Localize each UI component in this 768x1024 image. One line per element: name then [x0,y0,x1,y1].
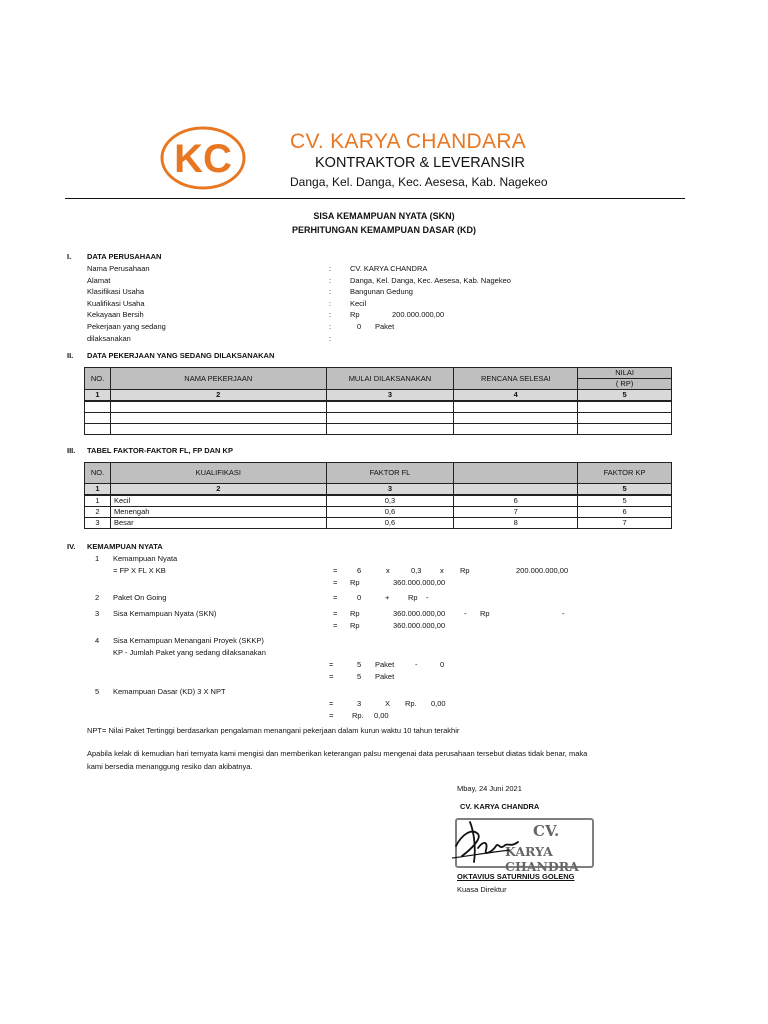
section-3-title: TABEL FAKTOR-FAKTOR FL, FP DAN KP [87,446,233,455]
field-value: Bangunan Gedung [350,287,413,296]
field-label: Nama Perusahaan [87,264,150,273]
field-colon: : [329,287,332,296]
equals: = [333,566,338,575]
table-row [85,495,672,507]
col-header-faktor-kp: FAKTOR KP [578,463,672,484]
field-value: Danga, Kel. Danga, Kec. Aesesa, Kab. Nagekeo [350,276,511,285]
statement-line-1: Apabila kelak di kemudian hari ternyata kami mengisi dan memberikan keterangan palsu mengenai data perusahaan tersebut diatas tidak benar, maka [87,749,588,758]
field-value: Rp [350,310,360,319]
col-number: 1 [85,484,111,496]
cell-faktor-fl: 0,6 [326,507,454,518]
field-colon: : [329,264,332,273]
col-header-no: NO. [85,463,111,484]
equals: = [333,578,338,587]
value: 5 [357,672,362,681]
col-number [454,484,578,496]
field-colon: : [329,310,332,319]
operator: X [385,699,391,708]
stamp-text-cv: CV. [533,822,560,840]
unit: Paket [375,660,395,669]
cell-faktor-fl: 0,3 [326,495,454,507]
value: 5 [357,660,362,669]
field-value-amount: 200.000.000,00 [392,310,445,319]
operator: + [385,593,390,602]
field-label: dilaksanakan [87,334,131,343]
col-header-rencana-selesai: RENCANA SELESAI [454,368,578,390]
value: 0,00 [431,699,446,708]
equals: = [329,711,334,720]
field-value: 0 [357,322,362,331]
section-4-title: KEMAMPUAN NYATA [87,542,163,551]
value: 0 [357,593,362,602]
signer-role: Kuasa Direktur [457,885,507,894]
section-1-number: I. [67,252,72,261]
value: 360.000.000,00 [393,609,446,618]
operator: - [464,609,467,618]
item-label: Kemampuan Nyata [113,554,178,563]
value: 3 [357,699,362,708]
table-row [85,507,672,518]
value: - [426,593,429,602]
unit: Paket [375,672,395,681]
equals: = [333,609,338,618]
col-header-faktor-fl: FAKTOR FL [326,463,454,484]
equals: = [329,672,334,681]
section-3-number: III. [67,446,76,455]
operator: - [415,660,418,669]
field-colon: : [329,322,332,331]
field-label: Alamat [87,276,111,285]
col-number: 3 [326,484,454,496]
item-label: Sisa Kemampuan Menangani Proyek (SKKP) [113,636,264,645]
section-2-title: DATA PEKERJAAN YANG SEDANG DILAKSANAKAN [87,351,275,360]
table-row [85,518,672,529]
currency: Rp [350,609,360,618]
item-number: 2 [95,593,100,602]
col-number: 2 [110,390,326,402]
col-number: 5 [578,390,672,402]
cell-faktor-kp: 5 [578,495,672,507]
statement-line-2: kami bersedia menanggung resiko dan akibatnya. [87,762,253,771]
col-header-blank [454,463,578,484]
value: 200.000.000,00 [516,566,569,575]
operator: x [386,566,390,575]
col-header-mulai: MULAI DILAKSANAKAN [326,368,454,390]
cell-faktor-fl: 0,6 [326,518,454,529]
cell-kualifikasi: Kecil [110,495,326,507]
currency: Rp [408,593,418,602]
cell-no: 3 [85,518,111,529]
currency: Rp [480,609,490,618]
table-row [85,413,672,424]
field-label: Pekerjaan yang sedang [87,322,166,331]
cell-no: 2 [85,507,111,518]
cell-faktor-kp: 6 [578,507,672,518]
ongoing-work-table [84,367,672,435]
item-number: 1 [95,554,100,563]
value: 360.000.000,00 [393,621,446,630]
operator: x [440,566,444,575]
company-address: Danga, Kel. Danga, Kec. Aesesa, Kab. Nagekeo [290,175,548,189]
logo-text: KC [174,137,232,181]
value: - [562,609,565,618]
field-colon: : [329,299,332,308]
item-label: Sisa Kemampuan Nyata (SKN) [113,609,217,618]
npt-note: NPT= Nilai Paket Tertinggi berdasarkan pengalaman menangani pekerjaan dalam kurun waktu 10 tahun terakhir [87,726,460,735]
field-value: Kecil [350,299,367,308]
value: 360.000.000,00 [393,578,446,587]
field-label: Kualifikasi Usaha [87,299,145,308]
equals: = [329,660,334,669]
col-number: 5 [578,484,672,496]
doc-title-2: PERHITUNGAN KEMAMPUAN DASAR (KD) [292,225,476,235]
col-number: 1 [85,390,111,402]
item-number: 4 [95,636,100,645]
item-number: 3 [95,609,100,618]
col-header-nama-pekerjaan: NAMA PEKERJAAN [110,368,326,390]
col-header-no: NO. [85,368,111,390]
field-label: Kekayaan Bersih [87,310,144,319]
value: 0,3 [411,566,422,575]
value: 0 [440,660,445,669]
item-number: 5 [95,687,100,696]
item-label: Paket On Going [113,593,167,602]
company-name: CV. KARYA CHANDARA [290,130,527,153]
col-number: 4 [454,390,578,402]
table-row [85,424,672,435]
currency: Rp. [352,711,364,720]
section-2-number: II. [67,351,74,360]
place-date: Mbay, 24 Juni 2021 [457,784,522,793]
sign-company: CV. KARYA CHANDRA [460,802,540,811]
cell-kualifikasi: Besar [110,518,326,529]
col-number: 3 [326,390,454,402]
field-value: CV. KARYA CHANDRA [350,264,428,273]
cell-faktor-fp: 7 [454,507,578,518]
col-header-nilai: NILAI [578,368,672,379]
cell-faktor-kp: 7 [578,518,672,529]
table-row [85,401,672,413]
currency: Rp [350,621,360,630]
company-logo [160,126,246,190]
cell-faktor-fp: 8 [454,518,578,529]
section-4-number: IV. [67,542,76,551]
cell-no: 1 [85,495,111,507]
item-sublabel: KP - Jumlah Paket yang sedang dilaksanakan [113,648,266,657]
factor-table [84,462,672,529]
stamp-text-name: KARYA CHANDRA [505,844,579,874]
field-value-unit: Paket [375,322,395,331]
signature-image [448,812,528,868]
company-subtitle: KONTRAKTOR & LEVERANSIR [315,155,526,171]
currency: Rp [350,578,360,587]
section-1-title: DATA PERUSAHAAN [87,252,162,261]
cell-kualifikasi: Menengah [110,507,326,518]
field-colon: : [329,276,332,285]
col-number: 2 [110,484,326,496]
formula: = FP X FL X KB [113,566,166,575]
col-header-kualifikasi: KUALIFIKASI [110,463,326,484]
currency: Rp. [405,699,417,708]
field-colon: : [329,334,332,343]
equals: = [329,699,334,708]
doc-title-1: SISA KEMAMPUAN NYATA (SKN) [313,211,455,221]
header-divider [65,198,685,199]
signer-name: OKTAVIUS SATURNIUS GOLENG [457,872,575,881]
field-label: Klasifikasi Usaha [87,287,145,296]
equals: = [333,621,338,630]
col-header-nilai-unit: ( RP) [578,379,672,390]
item-label: Kemampuan Dasar (KD) 3 X NPT [113,687,226,696]
value: 0,00 [374,711,389,720]
cell-faktor-fp: 6 [454,495,578,507]
value: 6 [357,566,362,575]
currency: Rp [460,566,470,575]
equals: = [333,593,338,602]
